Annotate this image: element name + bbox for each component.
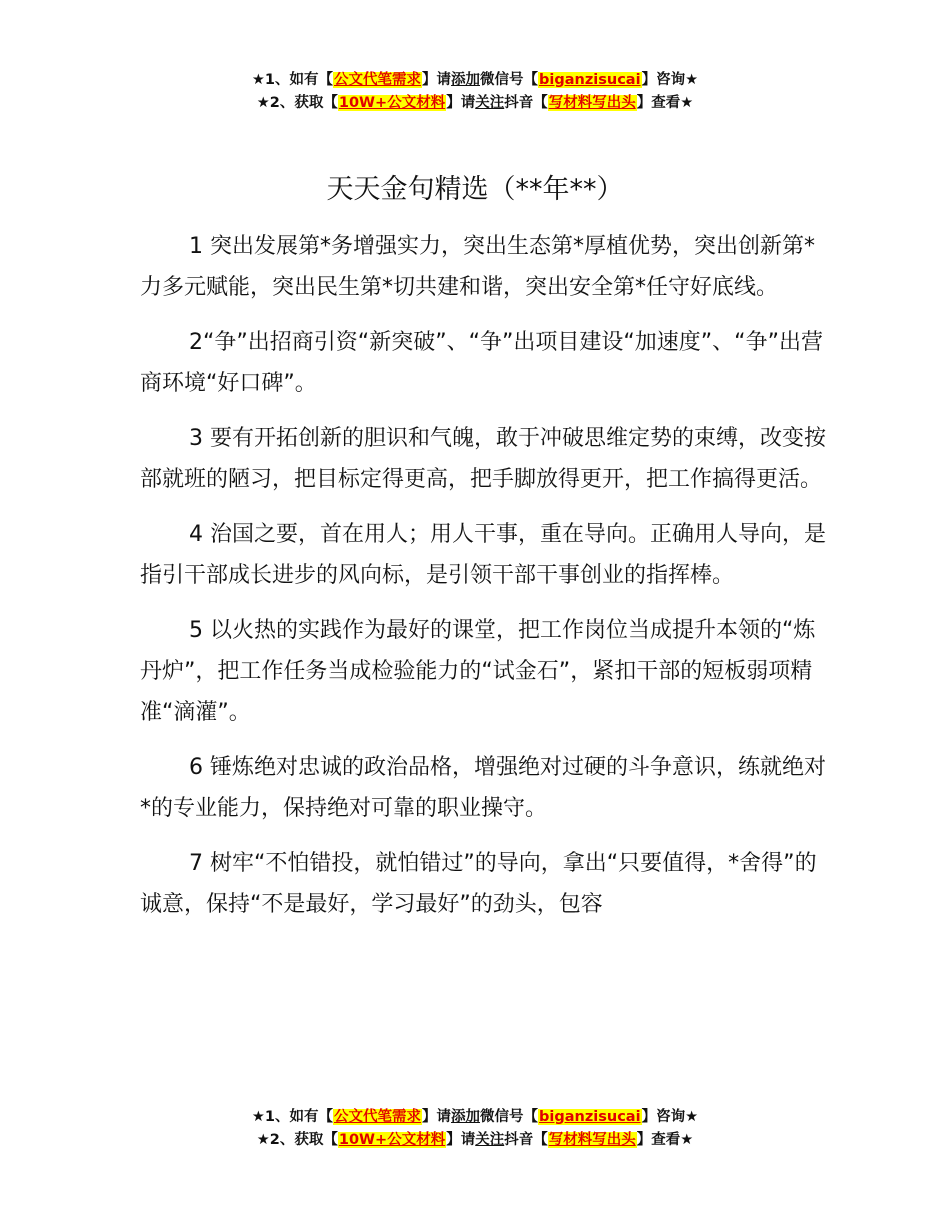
highlight-materials: 10W+公文材料 — [338, 1132, 446, 1148]
document-title: 天天金句精选（**年**） — [326, 174, 624, 205]
paragraph-3: 3 要有开拓创新的胆识和气魄，敢于冲破思维定势的束缚，改变按部就班的陋习，把目标定得更高，把手脚放得更开，把工作搞得更活。 — [140, 426, 826, 492]
header-banner-line-1: ★1、如有【公文代笔需求】请添加微信号【biganzisucai】咨询★ — [251, 72, 699, 88]
paragraph-2: 2“争”出招商引资“新突破”、“争”出项目建设“加速度”、“争”出营商环境“好口碑”。 — [140, 330, 823, 396]
highlight-douyin-account: 写材料写出头 — [548, 95, 636, 111]
paragraph-4: 4 治国之要，首在用人；用人干事，重在导向。正确用人导向，是指引干部成长进步的风向标，是引领干部干事创业的指挥棒。 — [140, 522, 826, 588]
paragraph-1: 1 突出发展第*务增强实力，突出生态第*厚植优势，突出创新第*力多元赋能，突出民生第*切共建和谐，突出安全第*任守好底线。 — [140, 234, 815, 300]
header-banner — [0, 69, 950, 115]
footer-banner — [0, 1106, 950, 1152]
highlight-douyin-account: 写材料写出头 — [548, 1132, 636, 1148]
paragraph-6: 6 锤炼绝对忠诚的政治品格，增强绝对过硬的斗争意识，练就绝对*的专业能力，保持绝对可靠的职业操守。 — [140, 755, 826, 821]
highlight-service: 公文代笔需求 — [334, 1109, 422, 1125]
footer-banner-line-2: ★2、获取【10W+公文材料】请关注抖音【写材料写出头】查看★ — [256, 1132, 694, 1148]
highlight-materials: 10W+公文材料 — [338, 95, 446, 111]
footer-banner-line-1: ★1、如有【公文代笔需求】请添加微信号【biganzisucai】咨询★ — [251, 1109, 699, 1125]
highlight-service: 公文代笔需求 — [334, 72, 422, 88]
highlight-wechat-id: biganzisucai — [539, 72, 641, 88]
paragraph-5: 5 以火热的实践作为最好的课堂，把工作岗位当成提升本领的“炼丹炉”，把工作任务当成检验能力的“试金石”，紧扣干部的短板弱项精准“滴灌”。 — [140, 618, 816, 725]
highlight-wechat-id: biganzisucai — [539, 1109, 641, 1125]
document-body — [140, 226, 835, 939]
header-banner-line-2: ★2、获取【10W+公文材料】请关注抖音【写材料写出头】查看★ — [256, 95, 694, 111]
paragraph-7: 7 树牢“不怕错投，就怕错过”的导向，拿出“只要值得，*舍得”的诚意，保持“不是最好，学习最好”的劲头，包容 — [140, 851, 817, 917]
